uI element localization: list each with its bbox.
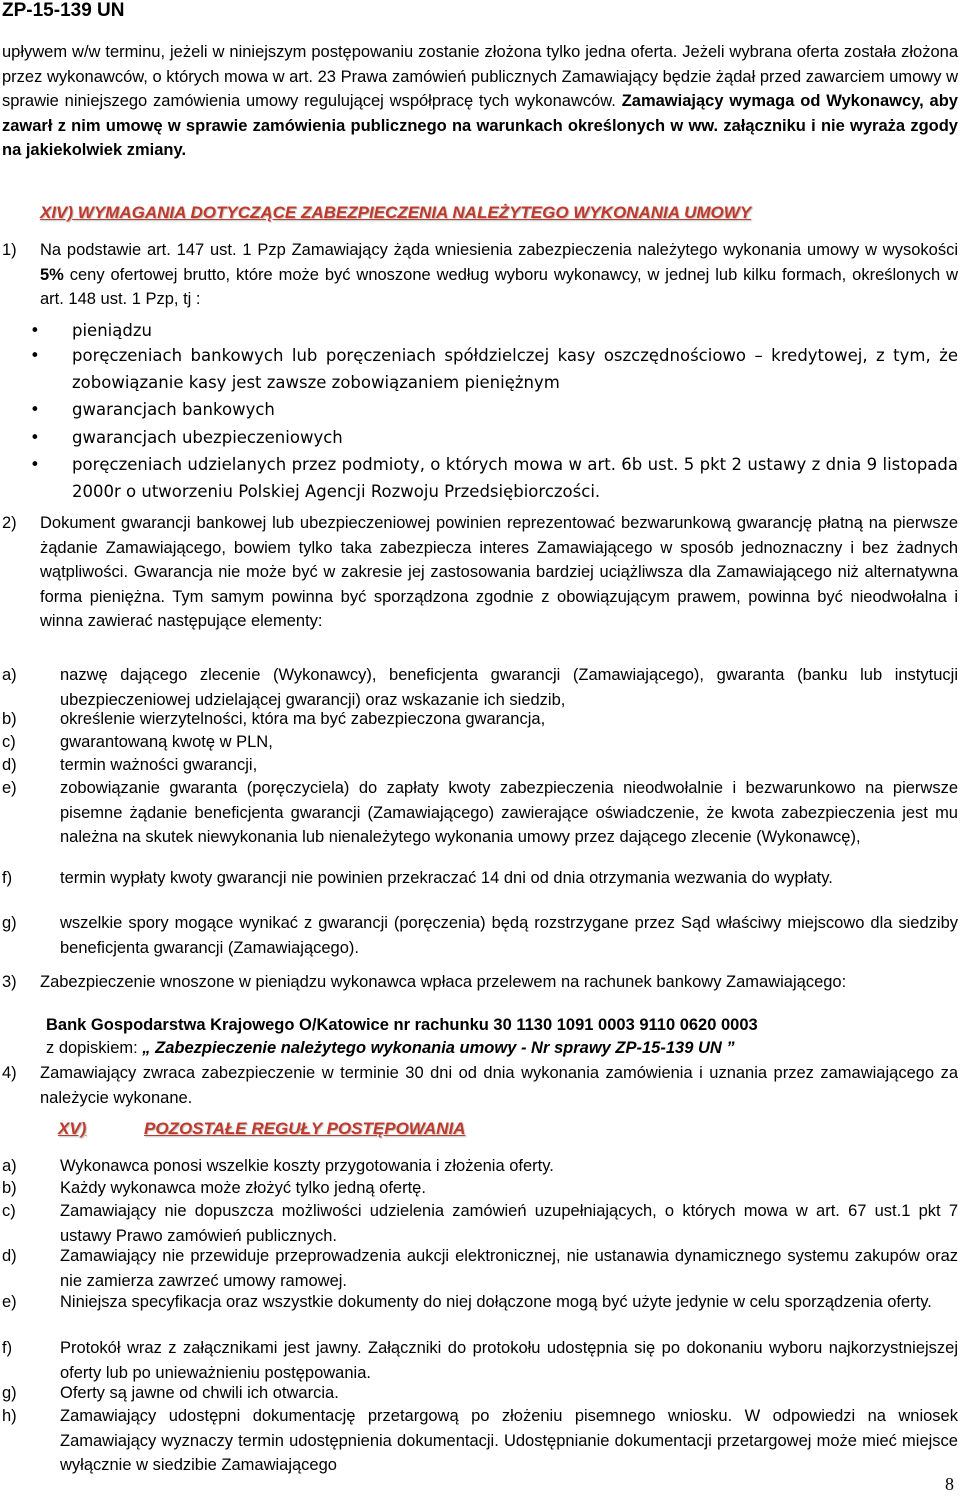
transfer-note-prefix: z dopiskiem:: [46, 1039, 143, 1057]
point-number: 4): [2, 1064, 17, 1082]
point-1-percent: 5%: [40, 265, 64, 284]
bullet-icon: •: [30, 455, 40, 474]
element-letter: a): [2, 666, 17, 684]
rule-letter: c): [2, 1202, 16, 1220]
page-number: 8: [945, 1474, 954, 1494]
bullet-text: pieniądzu: [72, 321, 152, 340]
point-1-text-a: Na podstawie art. 147 ust. 1 Pzp Zamawiający żąda wniesienia zabezpieczenia należytego wykonania umowy w wysokości: [40, 241, 958, 259]
rule-letter: f): [2, 1339, 13, 1357]
rule-text: Niniejsza specyfikacja oraz wszystkie dokumenty do niej dołączone mogą być użyte jedynie w celu sporządzenia oferty.: [60, 1293, 932, 1311]
bullet-icon: •: [30, 428, 40, 447]
element-text: termin ważności gwarancji,: [60, 756, 258, 774]
rule-text: Wykonawca ponosi wszelkie koszty przygotowania i złożenia oferty.: [60, 1157, 554, 1175]
bank-account-line: Bank Gospodarstwa Krajowego O/Katowice nr rachunku 30 1130 1091 0003 9110 0620 0003: [46, 1016, 758, 1034]
rule-letter: b): [2, 1179, 17, 1197]
point-text: Zamawiający zwraca zabezpieczenie w terminie 30 dni od dnia wykonania zamówienia i uznania przez zamawiającego za należycie wykonane.: [40, 1064, 958, 1107]
intro-text: upływem w/w terminu, jeżeli w niniejszym postępowaniu zostanie złożona tylko jedna oferta. Jeżeli wybrana oferta została złożona przez wykonawców, o których mowa w art. 23 Prawa zamówień publicznych Zamawiający będzie żądał przed zawarciem umowy w sprawie niniejszego zamówienia umowy regulującej współpracę tych wykonawców.: [2, 43, 958, 110]
rule-letter: e): [2, 1293, 17, 1311]
rule-text: Zamawiający udostępni dokumentację przetargową po złożeniu pisemnego wniosku. W odpowiedzi na wniosek Zamawiający wyznaczy termin udostępnienia dokumentacji. Udostępnianie dokumentacji przetargowej może mieć miejsce wyłącznie w siedzibie Zamawiającego: [60, 1407, 958, 1474]
point-number: 1): [2, 241, 17, 259]
element-text: termin wypłaty kwoty gwarancji nie powinien przekraczać 14 dni od dnia otrzymania wezwania do wypłaty.: [60, 869, 833, 887]
element-text: nazwę dającego zlecenie (Wykonawcy), beneficjenta gwarancji (Zamawiającego), gwaranta (banku lub instytucji ubezpieczeniowej udzielającej gwarancji) oraz wskazanie ich siedzib,: [60, 666, 958, 709]
rule-text: Oferty są jawne od chwili ich otwarcia.: [60, 1384, 339, 1402]
rule-text: Zamawiający nie dopuszcza możliwości udzielenia zamówień uzupełniających, o których mowa w art. 67 ust.1 pkt 7 ustawy Prawo zamówień publicznych.: [60, 1202, 958, 1245]
element-text: gwarantowaną kwotę w PLN,: [60, 733, 273, 751]
rule-text: Protokół wraz z załącznikami jest jawny. Załączniki do protokołu udostępnia się po dokonaniu wyboru najkorzystniejszej oferty lub po unieważnieniu postępowania.: [60, 1339, 958, 1382]
section-15-number: XV): [58, 1119, 87, 1138]
rule-letter: d): [2, 1247, 17, 1265]
point-text: [40, 238, 958, 312]
bullet-icon: •: [30, 400, 40, 419]
rule-letter: h): [2, 1407, 17, 1425]
point-number: 2): [2, 514, 17, 532]
element-letter: b): [2, 710, 17, 728]
transfer-note-text: „ Zabezpieczenie należytego wykonania umowy - Nr sprawy ZP-15-139 UN ”: [142, 1039, 735, 1057]
element-letter: g): [2, 914, 17, 932]
element-letter: f): [2, 869, 13, 887]
element-text: wszelkie spory mogące wynikać z gwarancji (poręczenia) będą rozstrzygane przez Sąd właściwy miejscowo dla siedziby beneficjenta gwarancji (Zamawiającego).: [60, 914, 958, 957]
element-text: określenie wierzytelności, która ma być zabezpieczona gwarancja,: [60, 710, 546, 728]
element-letter: e): [2, 779, 17, 797]
case-code-header: ZP-15-139 UN: [2, 0, 125, 21]
element-text: zobowiązanie gwaranta (poręczyciela) do zapłaty kwoty zabezpieczenia nieodwołalnie i bezwarunkowo na pierwsze pisemne żądanie beneficjenta gwarancji (Zamawiającego) zawierające oświadczenie, że kwota zabezpieczenia jest mu należna na skutek niewykonania lub nienależytego wykonania umowy przez dającego zlecenie (Wykonawcę),: [60, 779, 958, 846]
rule-text: Każdy wykonawca może złożyć tylko jedną ofertę.: [60, 1179, 426, 1197]
rule-letter: g): [2, 1384, 17, 1402]
intro-paragraph: [2, 40, 958, 163]
point-1-text-b: ceny ofertowej brutto, które może być wnoszone według wyboru wykonawcy, w jednej lub kilku formach, określonych w art. 148 ust. 1 Pzp, tj :: [40, 265, 958, 308]
bullet-icon: •: [30, 346, 40, 365]
transfer-note-line: [46, 1039, 735, 1058]
bullet-text: gwarancjach bankowych: [72, 400, 275, 419]
point-text: Dokument gwarancji bankowej lub ubezpieczeniowej powinien reprezentować bezwarunkową gwarancję płatną na pierwsze żądanie Zamawiającego, bowiem tylko taka zabezpiecza interes Zamawiającego w sposób jednoznaczny i bez żadnych wątpliwości. Gwarancja nie może być w zakresie jej zastosowania bardziej uciążliwsza dla Zamawiającego niż alternatywna forma pieniężna. Tym samym powinna być sporządzona zgodnie z obowiązującym prawem, powinna być nieodwołalna i winna zawierać następujące elementy:: [40, 514, 958, 630]
point-number: 3): [2, 973, 17, 991]
intro-bold-text: Zamawiający wymaga od Wykonawcy, aby zawarł z nim umowę w sprawie zamówienia publicznego na warunkach określonych w ww. załączniku i nie wyraża zgody na jakiekolwiek zmiany.: [2, 92, 958, 159]
bullet-icon: •: [30, 321, 40, 340]
bullet-text: poręczeniach udzielanych przez podmioty, o których mowa w art. 6b ust. 5 pkt 2 ustawy z dnia 9 listopada 2000r o utworzeniu Polskiej Agencji Rozwoju Przedsiębiorczości.: [72, 455, 958, 501]
bullet-text: poręczeniach bankowych lub poręczeniach spółdzielczej kasy oszczędnościowo – kredytowej, z tym, że zobowiązanie kasy jest zawsze zobowiązaniem pieniężnym: [72, 346, 958, 392]
rule-letter: a): [2, 1157, 17, 1175]
bullet-text: gwarancjach ubezpieczeniowych: [72, 428, 343, 447]
rule-text: Zamawiający nie przewiduje przeprowadzenia aukcji elektronicznej, nie ustanawia dynamicznego systemu zakupów oraz nie zamierza zawrzeć umowy ramowej.: [60, 1247, 958, 1290]
element-letter: d): [2, 756, 17, 774]
section-15-heading: POZOSTAŁE REGUŁY POSTĘPOWANIA: [144, 1119, 466, 1138]
section-14-heading: XIV) WYMAGANIA DOTYCZĄCE ZABEZPIECZENIA NALEŻYTEGO WYKONANIA UMOWY: [40, 203, 752, 222]
point-text: Zabezpieczenie wnoszone w pieniądzu wykonawca wpłaca przelewem na rachunek bankowy Zamawiającego:: [40, 973, 847, 991]
element-letter: c): [2, 733, 16, 751]
